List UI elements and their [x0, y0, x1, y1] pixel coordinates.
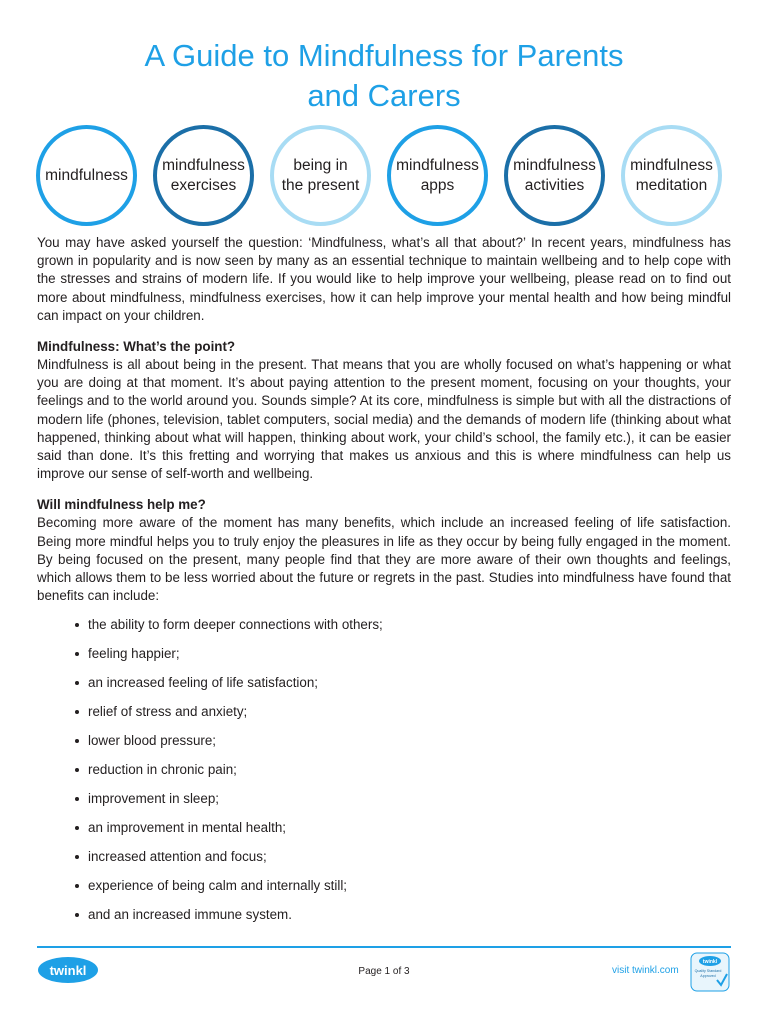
list-item: relief of stress and anxiety; — [37, 703, 731, 732]
circle-label: mindfulness exercises — [162, 156, 245, 194]
svg-text:Quality Standard: Quality Standard — [694, 969, 722, 973]
list-item: increased attention and focus; — [37, 848, 731, 877]
topic-circles — [36, 125, 732, 229]
circle-mindfulness-apps — [387, 125, 488, 226]
section-body-help: Becoming more aware of the moment has many benefits, which include an increased feeling of life satisfaction. Being more mindful helps you to truly enjoy the pleasures in life as they occur by being fully engaged in the moment. By being focused on the present, many people find that they are more aware of their own thoughts and feelings, which allows them to be less worried about the future or regrets in the past. Studies into mindfulness have found that benefits can include: — [37, 515, 731, 604]
list-item: an increased feeling of life satisfaction; — [37, 674, 731, 703]
list-item: feeling happier; — [37, 645, 731, 674]
list-item: lower blood pressure; — [37, 732, 731, 761]
footer-divider — [37, 946, 731, 948]
page-title — [0, 36, 768, 116]
visit-link[interactable]: visit twinkl.com — [612, 965, 679, 976]
title-line-1: A Guide to Mindfulness for Parents — [144, 38, 624, 73]
list-item: the ability to form deeper connections with others; — [37, 616, 731, 645]
list-item: an improvement in mental health; — [37, 819, 731, 848]
circle-label: mindfulness activities — [513, 156, 596, 194]
svg-text:Approved: Approved — [700, 974, 716, 978]
list-item: reduction in chronic pain; — [37, 761, 731, 790]
circle-mindfulness-meditation — [621, 125, 722, 226]
benefits-list — [37, 616, 731, 935]
circle-mindfulness — [36, 125, 137, 226]
list-item: and an increased immune system. — [37, 906, 731, 935]
circle-mindfulness-exercises — [153, 125, 254, 226]
circle-label: mindfulness meditation — [630, 156, 713, 194]
title-line-2: and Carers — [307, 78, 461, 113]
section-heading-help: Will mindfulness help me? — [37, 497, 206, 513]
circle-being-in-the-present — [270, 125, 371, 226]
circle-label: being in the present — [281, 156, 360, 194]
svg-text:twinkl: twinkl — [702, 959, 718, 965]
page-number: Page 1 of 3 — [358, 966, 410, 977]
list-item: experience of being calm and internally still; — [37, 877, 731, 906]
section-body-point: Mindfulness is all about being in the present. That means that you are wholly focused on what’s happening or what you are doing at that moment. It’s about paying attention to the present moment, focusing on your thoughts, your feelings and to the world around you. Sounds simple? At its core, mindfulness is simple but with all the distractions of modern life (phones, television, tablet computers, social media) and the demands of modern life (thinking about what happened, thinking about what will happen, thinking about work, your child’s school, the family etc.), it can be easier said than done. It’s this fretting and worrying that makes us anxious and this is where mindfulness can help us improve our sense of self-worth and wellbeing. — [37, 357, 731, 482]
quality-badge-icon — [690, 952, 730, 992]
circle-mindfulness-activities — [504, 125, 605, 226]
intro-paragraph: You may have asked yourself the question: ‘Mindfulness, what’s all that about?’ In recent years, mindfulness has grown in popularity and is now seen by many as an essential technique to maintain wellbeing and to help cope with the stresses and strains of modern life. If you would like to help improve your wellbeing, please read on to find out more about mindfulness, mindfulness exercises, how it can help improve your mental health and how being mindful can impact on your children. — [37, 235, 731, 323]
section-heading-point: Mindfulness: What’s the point? — [37, 339, 236, 355]
svg-text:twinkl: twinkl — [49, 963, 87, 978]
circle-label: mindfulness apps — [396, 156, 479, 194]
circle-label: mindfulness — [45, 166, 128, 184]
main-content — [37, 234, 731, 935]
list-item: improvement in sleep; — [37, 790, 731, 819]
